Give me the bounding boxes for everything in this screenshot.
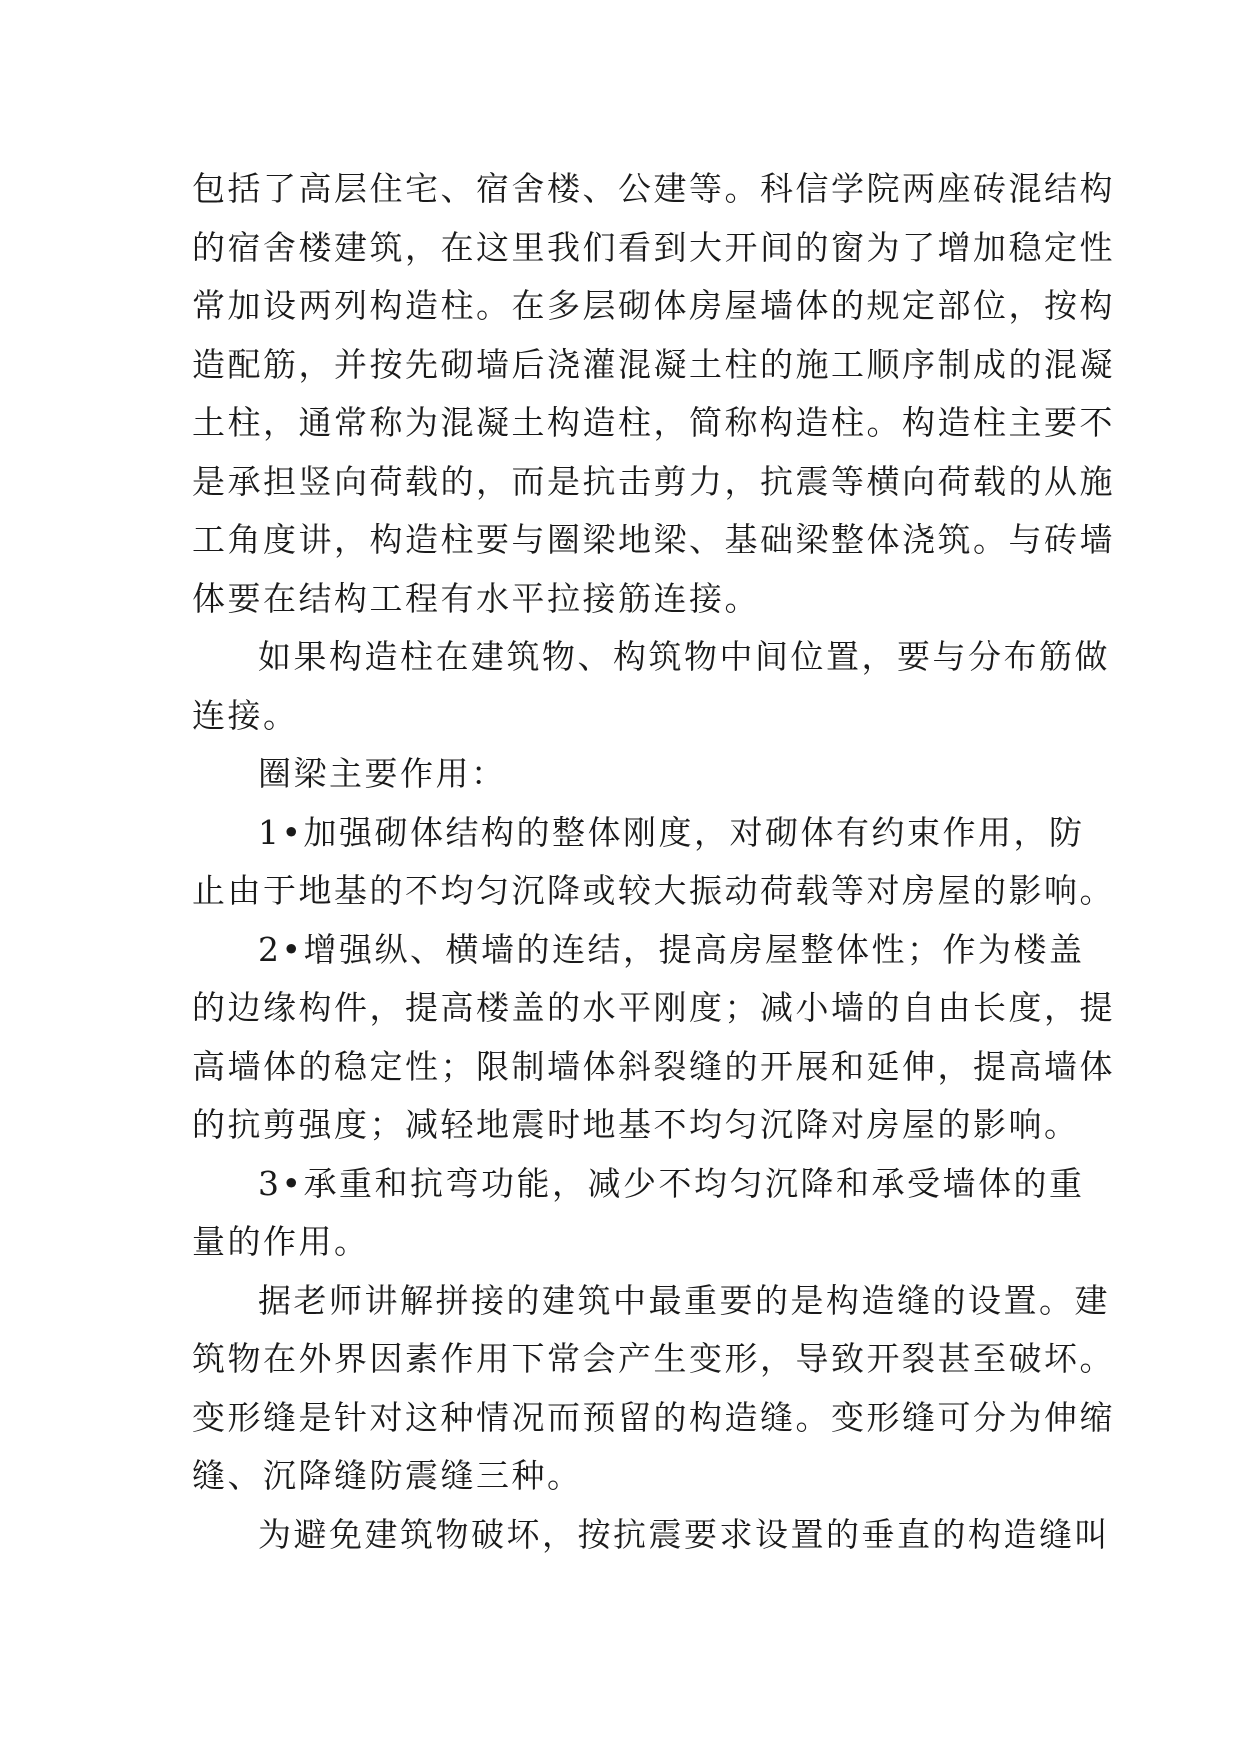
text-line: 的边缘构件，提高楼盖的水平刚度；减小墙的自由长度，提 [192,988,1115,1027]
text-line: 包括了高层住宅、宿舍楼、公建等。科信学院两座砖混结构 [192,169,1115,208]
text-line: 常加设两列构造柱。在多层砌体房屋墙体的规定部位，按构 [192,286,1115,325]
text-line: 工角度讲，构造柱要与圈梁地梁、基础梁整体浇筑。与砖墙 [192,520,1115,559]
text-line: 筑物在外界因素作用下常会产生变形，导致开裂甚至破坏。 [192,1339,1115,1378]
text-line: 如果构造柱在建筑物、构筑物中间位置，要与分布筋做 [258,637,1110,676]
text-line: 高墙体的稳定性；限制墙体斜裂缝的开展和延伸，提高墙体 [192,1046,1115,1086]
text-line: 造配筋，并按先砌墙后浇灌混凝土柱的施工顺序制成的混凝 [192,344,1115,384]
text-line: 变形缝是针对这种情况而预留的构造缝。变形缝可分为伸缩 [192,1397,1115,1437]
text-line: 体要在结构工程有水平拉接筋连接。 [192,578,760,618]
text-line: 1•加强砌体结构的整体刚度，对砌体有约束作用，防 [258,812,1085,852]
text-line: 3•承重和抗弯功能，减少不均匀沉降和承受墙体的重 [258,1163,1085,1203]
text-line: 为避免建筑物破坏，按抗震要求设置的垂直的构造缝叫 [258,1514,1110,1554]
text-line: 2•增强纵、横墙的连结，提高房屋整体性；作为楼盖 [258,929,1085,969]
text-line: 土柱，通常称为混凝土构造柱，简称构造柱。构造柱主要不 [192,403,1115,442]
text-line: 据老师讲解拼接的建筑中最重要的是构造缝的设置。建 [258,1280,1110,1320]
text-line: 的宿舍楼建筑，在这里我们看到大开间的窗为了增加稳定性 [192,227,1115,267]
text-line: 缝、沉降缝防震缝三种。 [192,1456,583,1495]
text-line: 连接。 [192,695,299,735]
text-line: 是承担竖向荷载的，而是抗击剪力，抗震等横向荷载的从施 [192,461,1115,501]
text-line: 圈梁主要作用： [258,754,507,793]
text-line: 的抗剪强度；减轻地震时地基不均匀沉降对房屋的影响。 [192,1105,1080,1144]
text-line: 量的作用。 [192,1222,370,1261]
text-line: 止由于地基的不均匀沉降或较大振动荷载等对房屋的影响。 [192,871,1115,910]
body-text [192,160,1115,1564]
